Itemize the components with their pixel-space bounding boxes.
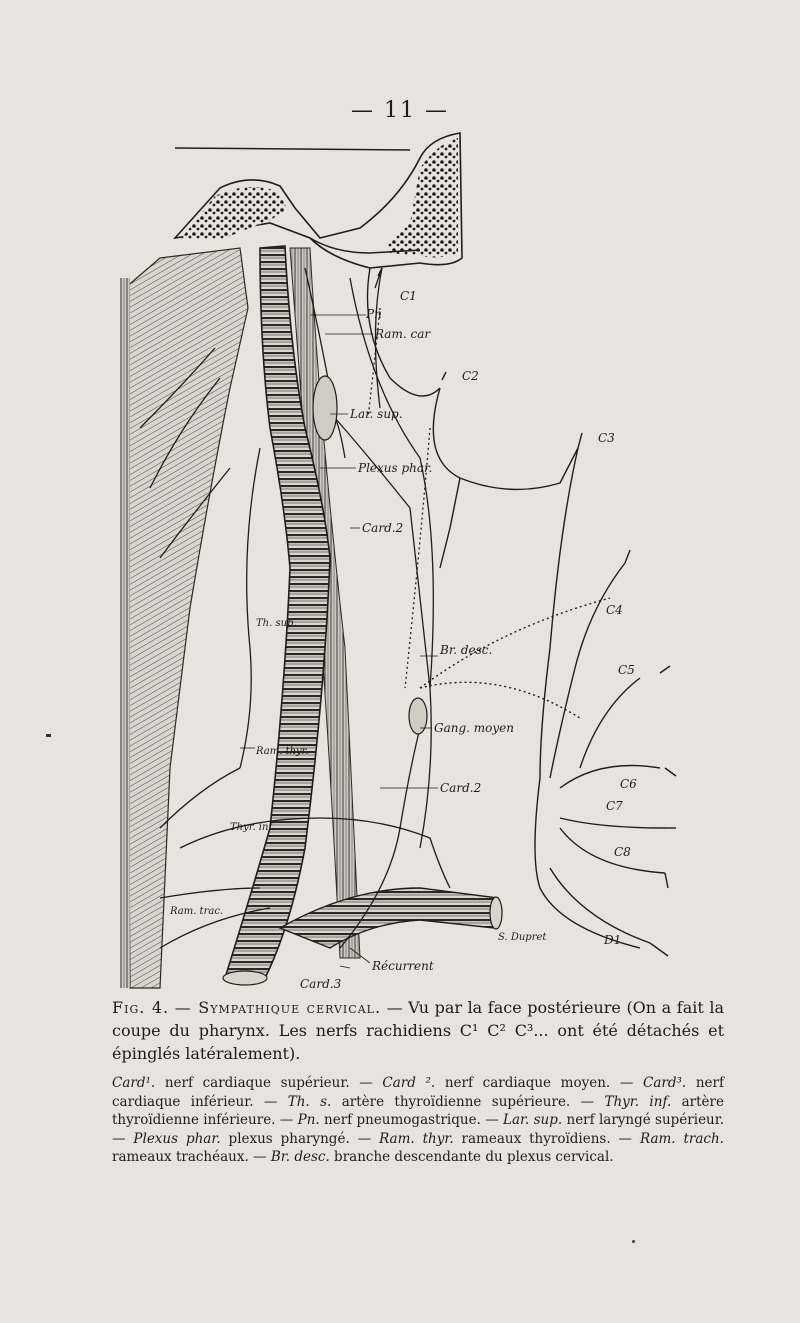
legend-def: nerf cardiaque moyen. [444, 1075, 611, 1091]
label-c3: C3 [598, 431, 615, 445]
figure-title: — Sympathique cervical. [174, 998, 382, 1017]
middle-ganglion [409, 698, 427, 734]
legend-def: nerf pneumogastrique. [324, 1112, 481, 1128]
label-pn: Pn [366, 307, 382, 321]
artist-signature: S. Dupret [498, 932, 547, 943]
label-c4: C4 [606, 603, 623, 617]
label-gang-moyen: Gang. moyen [434, 721, 514, 735]
legend-def: nerf cardiaque supérieur. [164, 1075, 350, 1091]
legend-abbr: Pn. [297, 1112, 320, 1128]
legend-def: artère thyroïdienne inférieure. [112, 1093, 724, 1128]
label-c2: C2 [462, 369, 479, 383]
label-c1: C1 [400, 289, 417, 303]
label-br-desc: Br. desc. [440, 643, 493, 657]
label-lar-sup: Lar. sup. [350, 407, 403, 421]
superior-ganglion [313, 376, 337, 440]
subclavian-artery [280, 888, 498, 948]
label-recurrent: Récurrent [372, 959, 434, 973]
anatomical-illustration [120, 128, 700, 1000]
legend-def: artère thyroïdienne supérieure. [341, 1093, 571, 1110]
label-c5: C5 [618, 663, 635, 677]
pins [378, 268, 676, 956]
legend-def: branche descendante du plexus cervical. [334, 1149, 614, 1165]
legend-abbr: Ram. thyr. [379, 1130, 454, 1147]
legend-def: nerf cardiaque inférieur. [112, 1075, 724, 1110]
label-plexus-phar: Plexus phar. [358, 461, 433, 475]
pharyngeal-muscle [120, 248, 248, 988]
label-card2-top: Card.2 [362, 521, 404, 535]
label-c7: C7 [606, 799, 623, 813]
print-dot [632, 1240, 635, 1243]
legend-abbr: Card³. [642, 1075, 687, 1091]
label-card2-low: Card.2 [440, 781, 482, 795]
figure-caption [112, 996, 724, 1065]
figure-number: Fig. 4. [112, 998, 170, 1017]
abbreviation-legend: Card¹. nerf cardiaque supérieur. — Card ². nerf cardiaque moyen. — Card³. nerf cardiaque inférieur. — Th. s. artère thyroïdienne supérieure. — Thyr. inf. artère thyroïdienne inférieure. — Pn. nerf pneumogastrique. — Lar. sup. nerf laryngé supérieur. — Plexus phar. plexus pharyngé. — Ram. thyr. rameaux thyroïdiens. — Ram. trach. rameaux trachéaux. — Br. desc. branche descendante du plexus cervical. [112, 1075, 725, 1165]
legend-abbr: Br. desc. [270, 1149, 330, 1165]
legend-def: rameaux trachéaux. [112, 1149, 249, 1165]
legend-def: plexus pharyngé. [228, 1130, 350, 1147]
figure-description: — Vu par la face postérieure (On a fait la coupe du pharynx. Les nerfs rachidiens C¹ C² C³... ont été détachés et épinglés latéralement). [112, 998, 724, 1063]
legend-abbr: Th. s. [287, 1093, 332, 1110]
label-c6: C6 [620, 777, 637, 791]
label-c8: C8 [614, 845, 631, 859]
label-th-sup: Th. sup. [256, 618, 297, 629]
label-ram-trac: Ram. trac. [170, 906, 224, 917]
legend-abbr: Lar. sup. [503, 1112, 563, 1128]
legend-abbr: Thyr. inf. [604, 1093, 672, 1110]
label-ram-car: Ram. car [375, 327, 431, 341]
label-thyr-inf: Thyr. inf. [230, 822, 275, 833]
legend-def: nerf laryngé supérieur. [566, 1112, 725, 1128]
print-speck [46, 734, 51, 737]
label-ram-thyr: Ram. thyr. [256, 746, 309, 757]
legend-abbr: Ram. trach. [639, 1130, 724, 1147]
label-card3: Card.3 [300, 977, 342, 991]
page-number: — 11 — [351, 98, 449, 123]
label-d1: D1 [604, 933, 622, 947]
legend-abbr: Plexus phar. [133, 1130, 221, 1147]
legend-abbr: Card¹. [112, 1075, 156, 1091]
legend-def: rameaux thyroïdiens. [461, 1130, 611, 1147]
skull-base [175, 133, 462, 268]
legend-abbr: Card ². [382, 1075, 436, 1091]
